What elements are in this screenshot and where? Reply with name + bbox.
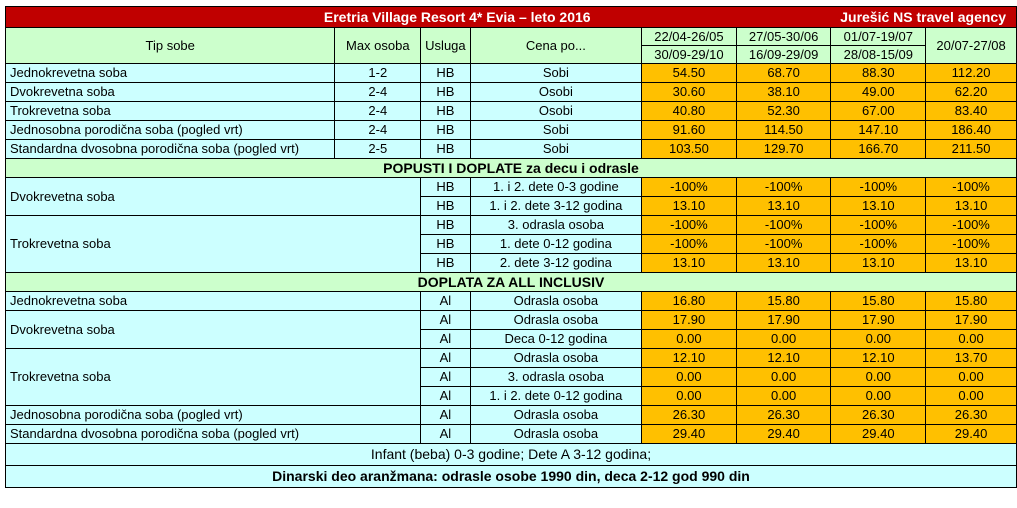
table-row: [6, 83, 1017, 102]
ai-room-jednosobna: Jednosobna porodična soba (pogled vrt): [6, 406, 421, 425]
price-cell: 91.60: [642, 121, 737, 140]
table-row: [6, 121, 1017, 140]
ai-usluga: Al: [421, 292, 470, 311]
footer-note-dinar: Dinarski deo aranžmana: odrasle osobe 1990 din, deca 2-12 god 990 din: [6, 466, 1017, 488]
header-period-3b: 28/08-15/09: [831, 46, 926, 64]
price-cell: 0.00: [736, 330, 831, 349]
ai-desc: Odrasla osoba: [470, 425, 641, 444]
price-cell: -100%: [642, 178, 737, 197]
room-usluga: HB: [421, 83, 470, 102]
section-row: [6, 159, 1017, 178]
table-row: [6, 178, 1017, 197]
price-table: [5, 6, 1017, 488]
agency-name: Jurešić NS travel agency: [840, 9, 1006, 25]
ai-desc: 3. odrasla osoba: [470, 368, 641, 387]
room-usluga: HB: [421, 64, 470, 83]
discount-usluga: HB: [421, 235, 470, 254]
page-title: Eretria Village Resort 4* Evia – leto 2016: [323, 9, 591, 25]
discount-usluga: HB: [421, 254, 470, 273]
footer-note-ages: Infant (beba) 0-3 godine; Dete A 3-12 godina;: [6, 444, 1017, 466]
price-cell: 0.00: [642, 368, 737, 387]
header-tip-sobe: Tip sobe: [6, 28, 335, 64]
price-cell: 15.80: [926, 292, 1017, 311]
price-cell: 13.10: [736, 254, 831, 273]
ai-usluga: Al: [421, 406, 470, 425]
price-cell: 0.00: [831, 368, 926, 387]
price-cell: 0.00: [736, 387, 831, 406]
room-cena: Sobi: [470, 121, 641, 140]
table-row: [6, 292, 1017, 311]
price-cell: 211.50: [926, 140, 1017, 159]
price-cell: 13.10: [642, 197, 737, 216]
price-cell: 40.80: [642, 102, 737, 121]
price-cell: 29.40: [926, 425, 1017, 444]
table-row: [6, 102, 1017, 121]
header-period-4: 20/07-27/08: [926, 28, 1017, 64]
table-row: [6, 349, 1017, 368]
price-cell: 186.40: [926, 121, 1017, 140]
price-cell: 17.90: [736, 311, 831, 330]
ai-room-dvo: Dvokrevetna soba: [6, 311, 421, 349]
price-cell: 0.00: [926, 387, 1017, 406]
header-period-2a: 27/05-30/06: [736, 28, 831, 46]
ai-desc: Odrasla osoba: [470, 349, 641, 368]
price-cell: -100%: [926, 235, 1017, 254]
section-row: [6, 273, 1017, 292]
header-row-1: [6, 28, 1017, 46]
ai-desc: Odrasla osoba: [470, 406, 641, 425]
ai-usluga: Al: [421, 330, 470, 349]
discount-desc: 1. i 2. dete 0-3 godine: [470, 178, 641, 197]
price-cell: 13.10: [831, 197, 926, 216]
table-row: [6, 425, 1017, 444]
price-cell: 15.80: [736, 292, 831, 311]
price-cell: -100%: [926, 178, 1017, 197]
room-max: 1-2: [335, 64, 421, 83]
price-cell: 88.30: [831, 64, 926, 83]
ai-room-tro: Trokrevetna soba: [6, 349, 421, 406]
room-name: Trokrevetna soba: [6, 102, 335, 121]
room-cena: Osobi: [470, 102, 641, 121]
room-max: 2-5: [335, 140, 421, 159]
discount-desc: 1. i 2. dete 3-12 godina: [470, 197, 641, 216]
price-cell: 0.00: [831, 387, 926, 406]
header-period-3a: 01/07-19/07: [831, 28, 926, 46]
room-name: Jednosobna porodična soba (pogled vrt): [6, 121, 335, 140]
price-cell: -100%: [736, 178, 831, 197]
room-cena: Sobi: [470, 64, 641, 83]
header-period-2b: 16/09-29/09: [736, 46, 831, 64]
table-row: [6, 216, 1017, 235]
price-cell: 13.10: [642, 254, 737, 273]
ai-usluga: Al: [421, 368, 470, 387]
price-cell: 29.40: [642, 425, 737, 444]
discount-room-dvo: Dvokrevetna soba: [6, 178, 421, 216]
price-cell: 26.30: [642, 406, 737, 425]
ai-desc: Deca 0-12 godina: [470, 330, 641, 349]
price-cell: 13.10: [926, 197, 1017, 216]
discount-desc: 1. dete 0-12 godina: [470, 235, 641, 254]
room-name: Standardna dvosobna porodična soba (pogled vrt): [6, 140, 335, 159]
ai-desc: 1. i 2. dete 0-12 godina: [470, 387, 641, 406]
price-cell: 12.10: [831, 349, 926, 368]
price-cell: 67.00: [831, 102, 926, 121]
price-cell: -100%: [642, 216, 737, 235]
price-cell: -100%: [831, 216, 926, 235]
ai-usluga: Al: [421, 349, 470, 368]
price-cell: 12.10: [736, 349, 831, 368]
price-cell: 68.70: [736, 64, 831, 83]
room-usluga: HB: [421, 102, 470, 121]
price-cell: 83.40: [926, 102, 1017, 121]
price-cell: 166.70: [831, 140, 926, 159]
price-cell: 13.10: [926, 254, 1017, 273]
price-cell: 0.00: [642, 387, 737, 406]
discount-desc: 3. odrasla osoba: [470, 216, 641, 235]
price-cell: 26.30: [926, 406, 1017, 425]
price-cell: 54.50: [642, 64, 737, 83]
room-usluga: HB: [421, 140, 470, 159]
table-row: [6, 406, 1017, 425]
room-name: Dvokrevetna soba: [6, 83, 335, 102]
price-cell: 147.10: [831, 121, 926, 140]
section-title-all-inclusive: DOPLATA ZA ALL INCLUSIV: [6, 273, 1017, 292]
price-cell: 12.10: [642, 349, 737, 368]
table-row: [6, 64, 1017, 83]
discount-room-tro: Trokrevetna soba: [6, 216, 421, 273]
price-cell: -100%: [831, 178, 926, 197]
price-cell: 114.50: [736, 121, 831, 140]
price-cell: 13.10: [736, 197, 831, 216]
room-max: 2-4: [335, 83, 421, 102]
price-cell: 30.60: [642, 83, 737, 102]
discount-usluga: HB: [421, 216, 470, 235]
price-cell: 0.00: [926, 330, 1017, 349]
header-max-osoba: Max osoba: [335, 28, 421, 64]
room-max: 2-4: [335, 121, 421, 140]
price-cell: 15.80: [831, 292, 926, 311]
ai-room-jedno: Jednokrevetna soba: [6, 292, 421, 311]
room-max: 2-4: [335, 102, 421, 121]
discount-usluga: HB: [421, 197, 470, 216]
price-cell: 62.20: [926, 83, 1017, 102]
room-cena: Sobi: [470, 140, 641, 159]
price-cell: 38.10: [736, 83, 831, 102]
price-cell: 0.00: [642, 330, 737, 349]
ai-room-standardna: Standardna dvosobna porodična soba (pogled vrt): [6, 425, 421, 444]
price-cell: 26.30: [736, 406, 831, 425]
ai-desc: Odrasla osoba: [470, 311, 641, 330]
price-cell: 103.50: [642, 140, 737, 159]
footer-row: [6, 444, 1017, 466]
price-cell: 29.40: [736, 425, 831, 444]
price-cell: 17.90: [642, 311, 737, 330]
table-row: [6, 140, 1017, 159]
ai-desc: Odrasla osoba: [470, 292, 641, 311]
table-row: [6, 311, 1017, 330]
price-cell: -100%: [736, 216, 831, 235]
price-cell: 13.70: [926, 349, 1017, 368]
price-cell: 29.40: [831, 425, 926, 444]
header-cena-po: Cena po...: [470, 28, 641, 64]
ai-usluga: Al: [421, 311, 470, 330]
price-cell: -100%: [642, 235, 737, 254]
price-cell: 49.00: [831, 83, 926, 102]
ai-usluga: Al: [421, 425, 470, 444]
discount-usluga: HB: [421, 178, 470, 197]
price-cell: 16.80: [642, 292, 737, 311]
price-cell: -100%: [831, 235, 926, 254]
price-cell: 26.30: [831, 406, 926, 425]
title-cell: [6, 7, 1017, 28]
footer-row: [6, 466, 1017, 488]
header-period-1a: 22/04-26/05: [642, 28, 737, 46]
room-name: Jednokrevetna soba: [6, 64, 335, 83]
price-cell: 129.70: [736, 140, 831, 159]
price-cell: 0.00: [926, 368, 1017, 387]
price-cell: 112.20: [926, 64, 1017, 83]
price-cell: 0.00: [736, 368, 831, 387]
price-cell: 0.00: [831, 330, 926, 349]
discount-desc: 2. dete 3-12 godina: [470, 254, 641, 273]
header-usluga: Usluga: [421, 28, 470, 64]
title-row: [6, 7, 1017, 28]
price-cell: 13.10: [831, 254, 926, 273]
section-title-discounts: POPUSTI I DOPLATE za decu i odrasle: [6, 159, 1017, 178]
room-usluga: HB: [421, 121, 470, 140]
price-cell: 52.30: [736, 102, 831, 121]
header-period-1b: 30/09-29/10: [642, 46, 737, 64]
ai-usluga: Al: [421, 387, 470, 406]
price-cell: 17.90: [926, 311, 1017, 330]
price-cell: -100%: [926, 216, 1017, 235]
price-cell: 17.90: [831, 311, 926, 330]
room-cena: Osobi: [470, 83, 641, 102]
price-cell: -100%: [736, 235, 831, 254]
